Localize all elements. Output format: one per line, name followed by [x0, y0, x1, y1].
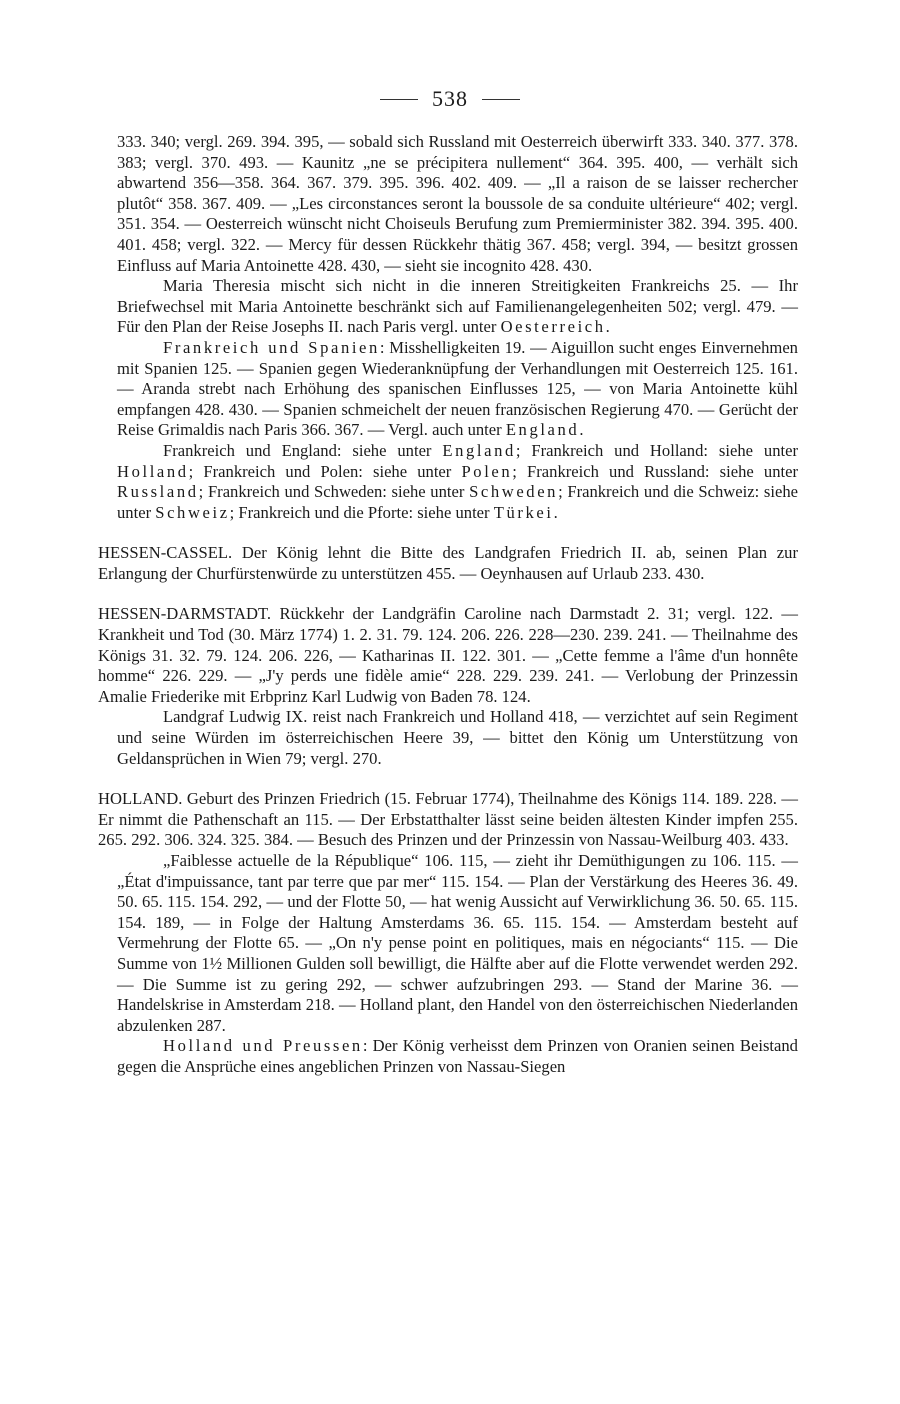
paragraph-text: „Faiblesse actuelle de la République“ 106. 115, — zieht ihr Demüthigungen zu 106. 115. — „État d'impuissance, tant par terre que par mer“ 115. 154. — Plan der Verstärkung des Heeres 36. 49. 50. 65. 115. 154. 292, — und der Flotte 50, — hat wenig Aussicht auf Verwirklichung 36. 50. 65. 115. 154. 189, — in Folge der Haltung Amsterdams 36. 65. 115. 154. — Amsterdam besteht auf Vermehrung der Flotte 65. — „On n'y pense point en politiques, mais en négociants“ 115. — Die Summe von 1½ Millionen Gulden soll bewilligt, die Hälfte aber auf die Flotte verwendet werden 292. — Die Summe ist zu gering 292, — schwer aufzubringen 293. — Stand der Marine 36. — Handelskrise in Amsterdam 218. — Holland plant, den Handel von den österreichischen Niederlanden abzulenken 287. — [117, 851, 798, 1035]
cross-reference: Polen — [461, 461, 513, 481]
cross-reference: Oesterreich — [500, 317, 606, 337]
page-header — [0, 86, 900, 112]
subentry-heading: Holland und Preussen — [163, 1036, 363, 1056]
page-number: 538 — [432, 86, 468, 111]
header-rule-right — [482, 99, 520, 100]
entry-heading: HESSEN-DARMSTADT. — [98, 604, 272, 624]
subentry-heading: Frankreich und Spanien — [163, 337, 380, 357]
index-entry-hessen-darmstadt — [98, 604, 798, 707]
cross-reference: England — [442, 440, 516, 460]
index-entry-hessen-cassel — [98, 543, 798, 584]
ref-text: ; Frankreich und Schweden: siehe unter — [198, 482, 470, 502]
entry-heading: HESSEN-CASSEL. — [98, 543, 233, 563]
entry-heading: HOLLAND. — [98, 789, 183, 809]
ref-text: ; Frankreich und Holland: siehe unter — [515, 440, 798, 460]
ref-text: . — [553, 502, 558, 522]
ref-text: ; Frankreich und die Pforte: siehe unter — [229, 502, 494, 522]
entry-spacer — [0, 584, 900, 604]
frankreich-spanien-paragraph — [117, 338, 798, 441]
paragraph-text: Maria Theresia mischt sich nicht in die inneren Streitigkeiten Frankreichs 25. — Ihr Briefwechsel mit Maria Antoinette beschränkt sich auf Familienangelegenheiten 502; vergl. 479. — Für den Plan der Reise Josephs II. nach Paris vergl. unter — [117, 276, 798, 337]
hessen-darmstadt-paragraph-2 — [117, 707, 798, 769]
entry-spacer — [0, 769, 900, 789]
holland-paragraph-2 — [117, 851, 798, 1036]
entry-spacer — [0, 523, 900, 543]
header-rule-left — [380, 99, 418, 100]
cross-reference: Schweiz — [155, 502, 230, 522]
paragraph-end: . — [579, 420, 584, 440]
maria-theresia-paragraph — [117, 276, 798, 338]
ref-text: ; Frankreich und die Schweiz: siehe unter — [117, 482, 798, 522]
ref-text: Frankreich und England: siehe unter — [163, 440, 443, 460]
paragraph-text: Landgraf Ludwig IX. reist nach Frankreich und Holland 418, — verzichtet auf sein Regiment und seine Würden im österreichischen Heere 39, — bittet den König um Unterstützung von Geldansprüchen in Wien 79; vergl. 270. — [117, 707, 798, 768]
index-text-body — [0, 132, 900, 1078]
entry-text: Der König lehnt die Bitte des Landgrafen Friedrich II. ab, seinen Plan zur Erlangung der Churfürstenwürde zu unterstützen 455. — Oeynhausen auf Urlaub 233. 430. — [98, 543, 798, 583]
cross-reference: Schweden — [469, 482, 559, 502]
paragraph-text: : Der König verheisst dem Prinzen von Oranien seinen Beistand gegen die Ansprüche eines angeblichen Prinzen von Nassau-Siegen — [117, 1036, 798, 1076]
cross-reference: England — [505, 420, 580, 440]
ref-text: ; Frankreich und Polen: siehe unter — [188, 461, 462, 481]
holland-preussen-paragraph — [117, 1036, 798, 1077]
cross-reference: Türkei — [493, 502, 554, 522]
paragraph-text: 333. 340; vergl. 269. 394. 395, — sobald sich Russland mit Oesterreich überwirft 333. 340. 377. 378. 383; vergl. 370. 493. — Kaunitz „ne se précipitera nullement“ 364. 395. 400, — verhält sich abwartend 356—358. 364. 367. 379. 395. 396. 402. 409. — „Il a raison de se laisser rechercher plutôt“ 358. 367. 409. — „Les circonstances seront la boussole de sa conduite ultérieure“ 402; vergl. 351. 354. — Oesterreich wünscht nicht Choiseuls Berufung zum Premierminister 382. 394. 395. 400. 401. 458; vergl. 322. — Mercy für dessen Rückkehr thätig 367. 458; vergl. 394, — besitzt grossen Einfluss auf Maria Antoinette 428. 430, — sieht sie incognito 428. 430. — [117, 132, 798, 275]
paragraph-text: : Misshelligkeiten 19. — Aiguillon sucht enges Einvernehmen mit Spanien 125. — Spanien gegen Wiederanknüpfung der Verhandlungen mit Oesterreich 125. 161. — Aranda strebt nach Erhöhung des spanischen Einflusses 125, — von Maria Antoinette kühl empfangen 428. 430. — Spanien schmeichelt der neuen französischen Regierung 470. — Gerücht der Reise Grimaldis nach Paris 366. 367. — Vergl. auch unter — [117, 337, 798, 440]
frankreich-cross-references-paragraph — [117, 441, 798, 523]
entry-text: Geburt des Prinzen Friedrich (15. Februar 1774), Theilnahme des Königs 114. 189. 228. — Er nimmt die Pathenschaft an 115. — Der Erbstatthalter lässt seine beiden ältesten Kinder impfen 255. 265. 292. 306. 324. 325. 384. — Besuch des Prinzen und der Prinzessin von Nassau-Weilburg 403. 433. — [98, 789, 798, 850]
continuation-paragraph — [117, 132, 798, 276]
entry-text: Rückkehr der Landgräfin Caroline nach Darmstadt 2. 31; vergl. 122. — Krankheit und Tod (30. März 1774) 1. 2. 31. 79. 124. 206. 226. 228—230. 239. 241. — Theilnahme des Königs 31. 32. 79. 124. 206. 226, — Katharinas II. 122. 301. — „Cette femme a l'âme d'un honnête homme“ 226. 229. — „J'y perds une fidèle amie“ 228. 229. 239. 241. — Verlobung der Prinzessin Amalie Friederike mit Erbprinz Karl Ludwig von Baden 78. 124. — [98, 604, 798, 706]
ref-text: ; Frankreich und Russland: siehe unter — [512, 461, 798, 481]
cross-reference: Holland — [117, 461, 189, 481]
cross-reference: Russland — [117, 482, 199, 502]
index-entry-holland — [98, 789, 798, 851]
paragraph-end: . — [605, 317, 610, 337]
